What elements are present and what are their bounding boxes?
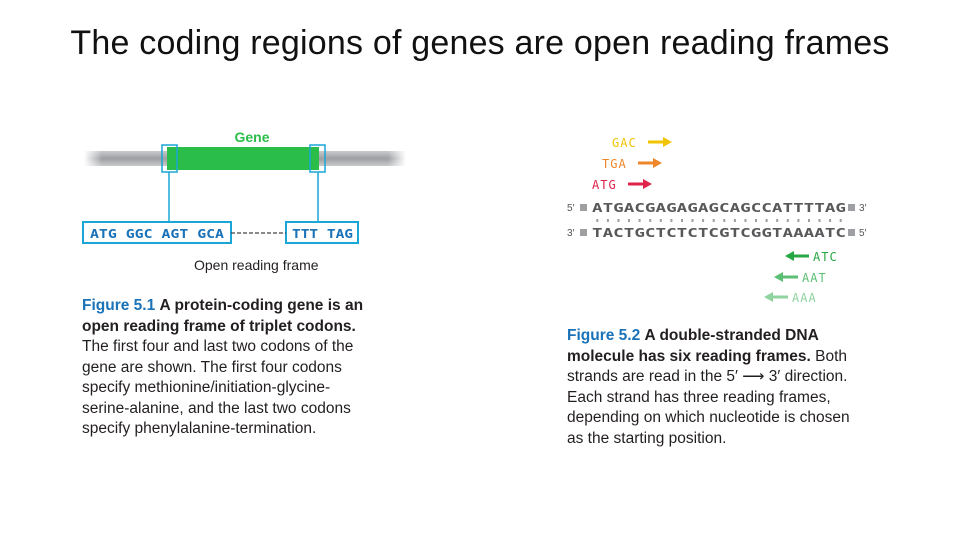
base-pair-tick [819, 219, 821, 222]
base-pair-tick [660, 219, 662, 222]
base-pair-tick [840, 219, 842, 222]
base-pair-tick [649, 219, 651, 222]
base-pair-tick [808, 219, 810, 222]
figure-number: Figure 5.1 [82, 297, 156, 314]
right-arrow-icon [628, 179, 652, 189]
base-pair-tick [787, 219, 789, 222]
base-pair-tick [723, 219, 725, 222]
base-pair-tick [713, 219, 715, 222]
caption-line: serine-alanine, and the last two codons [82, 399, 351, 417]
open-reading-frame-label: Open reading frame [194, 257, 319, 273]
caption-line: strands are read in the 5′ ⟶ 3′ direction. [567, 368, 848, 385]
base-pair-tick [829, 219, 831, 222]
base-pair-tick [607, 219, 609, 222]
caption-line: specify phenylalanine-termination. [82, 420, 317, 437]
caption-line: Each strand has three reading frames, [567, 388, 831, 406]
left-arrow-icon [785, 251, 809, 261]
base-pair-tick [734, 219, 736, 222]
slide-title: The coding regions of genes are open reading frames [70, 24, 890, 62]
strand-end-marker [580, 204, 587, 211]
left-arrow-icon [774, 272, 798, 282]
figure-5-2-caption [567, 326, 887, 449]
caption-title: open reading frame of triplet codons. [82, 317, 356, 335]
reading-frame-label: AAA [792, 291, 817, 305]
right-arrow-icon [638, 158, 662, 168]
strand-end-label: 3′ [567, 228, 575, 239]
caption-line: specify methionine/initiation-glycine- [82, 379, 331, 396]
base-pair-tick [639, 219, 641, 222]
codon-sequence-start: ATG GGC AGT GCA [90, 227, 225, 241]
reading-frame-label: TGA [602, 157, 627, 171]
gene-label: Gene [234, 129, 270, 145]
reading-frame-label: ATG [592, 178, 617, 192]
caption-title: molecule has six reading frames. [567, 347, 811, 365]
right-arrow-icon [648, 137, 672, 147]
caption-title: A protein-coding gene is an [159, 297, 364, 314]
caption-title: A double-stranded DNA [644, 327, 819, 344]
base-pair-tick [596, 219, 598, 222]
base-pair-tick [776, 219, 778, 222]
strand-end-marker [580, 229, 587, 236]
strand-end-label: 5′ [859, 228, 867, 239]
left-arrow-icon [764, 292, 788, 302]
caption-line: The first four and last two codons of the [82, 338, 354, 355]
base-pair-tick [618, 219, 620, 222]
base-pair-tick [755, 219, 757, 222]
base-pair-tick [670, 219, 672, 222]
base-pair-tick [766, 219, 768, 222]
caption-line: Both [815, 347, 848, 365]
base-pair-tick [797, 219, 799, 222]
base-pair-tick [745, 219, 747, 222]
top-strand-sequence: ATGACGAGAGAGCAGCCATTTTAG [592, 201, 846, 215]
reading-frame-label: ATC [813, 250, 838, 264]
base-pair-tick [692, 219, 694, 222]
strand-end-marker [848, 229, 855, 236]
base-pair-tick [628, 219, 630, 222]
caption-line: depending on which nucleotide is chosen [567, 409, 850, 426]
caption-line: gene are shown. The first four codons [82, 358, 342, 376]
base-pair-tick [702, 219, 704, 222]
strand-end-marker [848, 204, 855, 211]
reading-frame-label: AAT [802, 271, 827, 285]
base-pair-ticks [596, 219, 841, 222]
strand-end-label: 3′ [859, 203, 867, 214]
bottom-strand-sequence: TACTGCTCTCTCGTCGGTAAAATC [592, 226, 846, 240]
base-pair-tick [681, 219, 683, 222]
figure-number: Figure 5.2 [567, 327, 641, 344]
codon-sequence-end: TTT TAG [292, 227, 353, 241]
caption-line: as the starting position. [567, 429, 727, 447]
strand-end-label: 5′ [567, 203, 575, 214]
reading-frame-label: GAC [612, 136, 637, 150]
